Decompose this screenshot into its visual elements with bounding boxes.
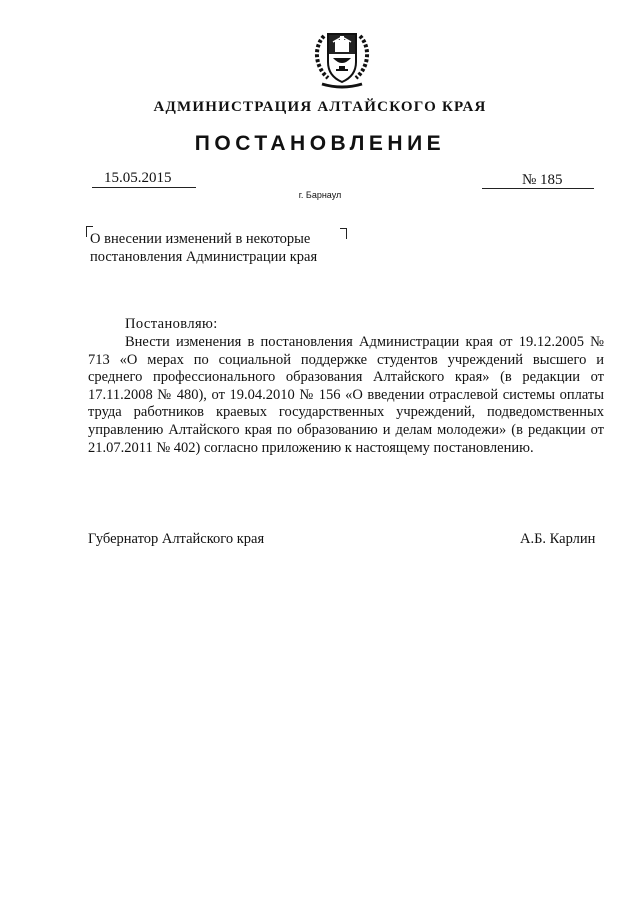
signer-name: А.Б. Карлин: [520, 531, 596, 547]
signer-title: Губернатор Алтайского края: [88, 531, 265, 547]
resolve-label: Постановляю:: [125, 316, 218, 332]
subject-line-1: О внесении изменений в некоторые: [90, 231, 311, 247]
document-number: № 185: [522, 172, 563, 188]
document-type: ПОСТАНОВЛЕНИЕ: [194, 132, 446, 155]
coat-of-arms-icon: [302, 14, 382, 94]
body-paragraph: Внести изменения в постановления Администрации края от 19.12.2005 № 713 «О мерах по социальной поддержке студентов учреждений высшего и среднего профессионального образования Алтайского края» (в редакции от 17.11.2008 № 480), от 19.04.2010 № 156 «О введении отраслевой системы оплаты труда работников краевых государственных учреждений, подведомственных управлению Алтайского края по образованию и делам молодежи» (в редакции от 21.07.2011 № 402) согласно приложению к настоящему постановлению.: [88, 334, 604, 456]
organization-title: АДМИНИСТРАЦИЯ АЛТАЙСКОГО КРАЯ: [153, 99, 487, 115]
document-date: 15.05.2015: [104, 170, 172, 186]
document-city: г. Барнаул: [298, 190, 342, 200]
date-underline: [92, 187, 196, 188]
number-underline: [482, 188, 594, 189]
subject-line-2: постановления Администрации края: [90, 249, 318, 265]
document-subject: [90, 230, 350, 266]
